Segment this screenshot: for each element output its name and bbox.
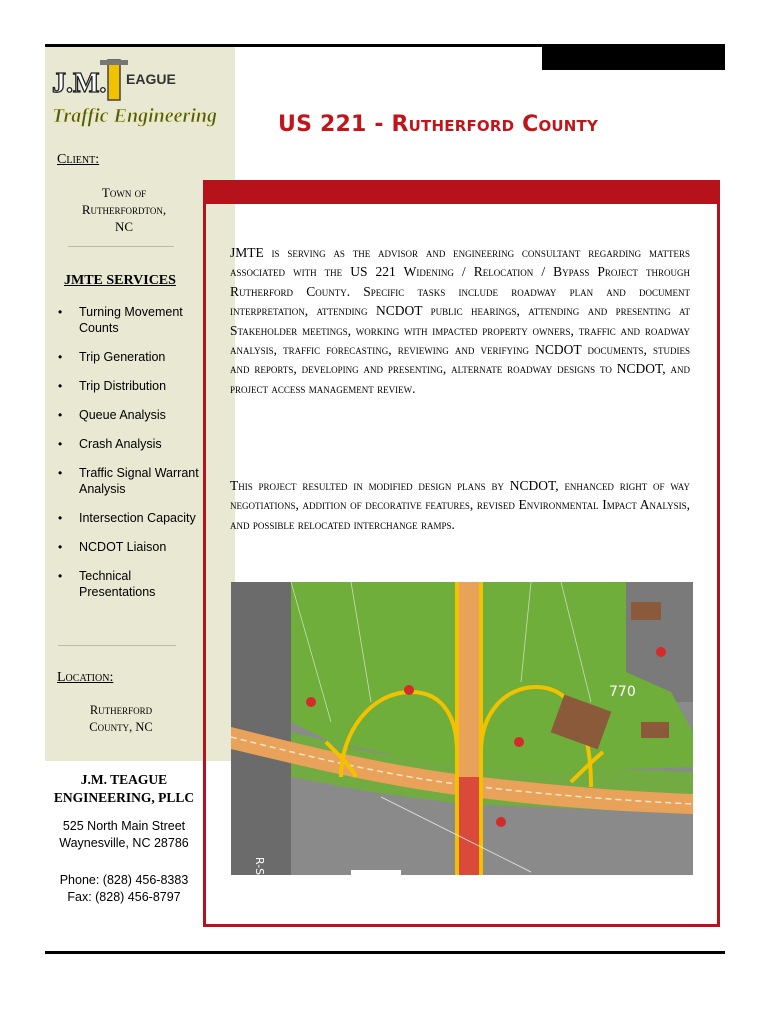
client-name: [56, 184, 192, 235]
client-name-line3: NC: [114, 219, 134, 234]
interchange-map: [231, 582, 693, 889]
client-label: Client:: [57, 152, 100, 167]
map-route-label: 770: [609, 684, 636, 700]
service-item: • Queue Analysis: [52, 407, 202, 423]
page-title: US 221 - Rutherford County: [278, 112, 599, 137]
company-address: [45, 818, 203, 852]
sidebar-divider: [68, 246, 174, 247]
location-label: Location:: [57, 670, 114, 685]
bottom-rule: [45, 951, 725, 954]
services-title: JMTE SERVICES: [64, 273, 176, 288]
map-graphic: [231, 582, 693, 889]
service-item: • Trip Distribution: [52, 378, 202, 394]
company-phone: [45, 872, 203, 906]
fax-number: Fax: (828) 456-8797: [67, 890, 181, 904]
client-name-line2: Rutherfordton,: [81, 202, 167, 217]
logo-traffic-text: Traffic Engineering: [52, 105, 218, 127]
service-item: • Turning Movement Counts: [52, 304, 202, 336]
services-list: [52, 304, 202, 613]
service-item: • Trip Generation: [52, 349, 202, 365]
address-line1: 525 North Main Street: [62, 819, 186, 833]
project-results: This project resulted in modified design plans by NCDOT, enhanced right of way negotiations, addition of decorative features, revised Environmental Impact Analysis, and possible relocated interchange ramps.: [230, 478, 690, 532]
content-header-bar: [203, 180, 718, 204]
location-line1: Rutherford: [89, 703, 153, 717]
location-line2: County, NC: [89, 720, 153, 734]
company-name-line1: J.M. TEAGUE: [80, 772, 168, 787]
service-item: • Traffic Signal Warrant Analysis: [52, 465, 202, 497]
map-road-label: R-S M: [253, 857, 266, 889]
service-item: • Intersection Capacity: [52, 510, 202, 526]
company-logo: [50, 56, 218, 134]
logo-teague-text: EAGUE: [126, 71, 176, 87]
company-name: [45, 771, 203, 807]
client-name-line1: Town of: [101, 185, 147, 200]
logo-jm-text: J.M.: [52, 68, 107, 99]
address-line2: Waynesville, NC 28786: [59, 836, 189, 850]
sidebar-divider: [58, 645, 176, 646]
service-item: • Crash Analysis: [52, 436, 202, 452]
service-item: • NCDOT Liaison: [52, 539, 202, 555]
header-black-box: [542, 46, 725, 70]
service-item: • Technical Presentations: [52, 568, 202, 600]
phone-number: Phone: (828) 456-8383: [59, 873, 189, 887]
company-name-line2: ENGINEERING, PLLC: [53, 790, 195, 805]
location-name: [66, 702, 176, 736]
project-description: JMTE is serving as the advisor and engineering consultant regarding matters associated with the US 221 Widening / Relocation / Bypass Project through Rutherford County. Specific tasks include roadway plan and document interpretation, attending NCDOT public hearings, attending and presenting at Stakeholder meetings, working with impacted property owners, traffic and roadway analysis, traffic forecasting, reviewing and verifying NCDOT documents, studies and reports, developing and presenting, alternate roadway designs to NCDOT, and project access management review.: [230, 245, 690, 396]
